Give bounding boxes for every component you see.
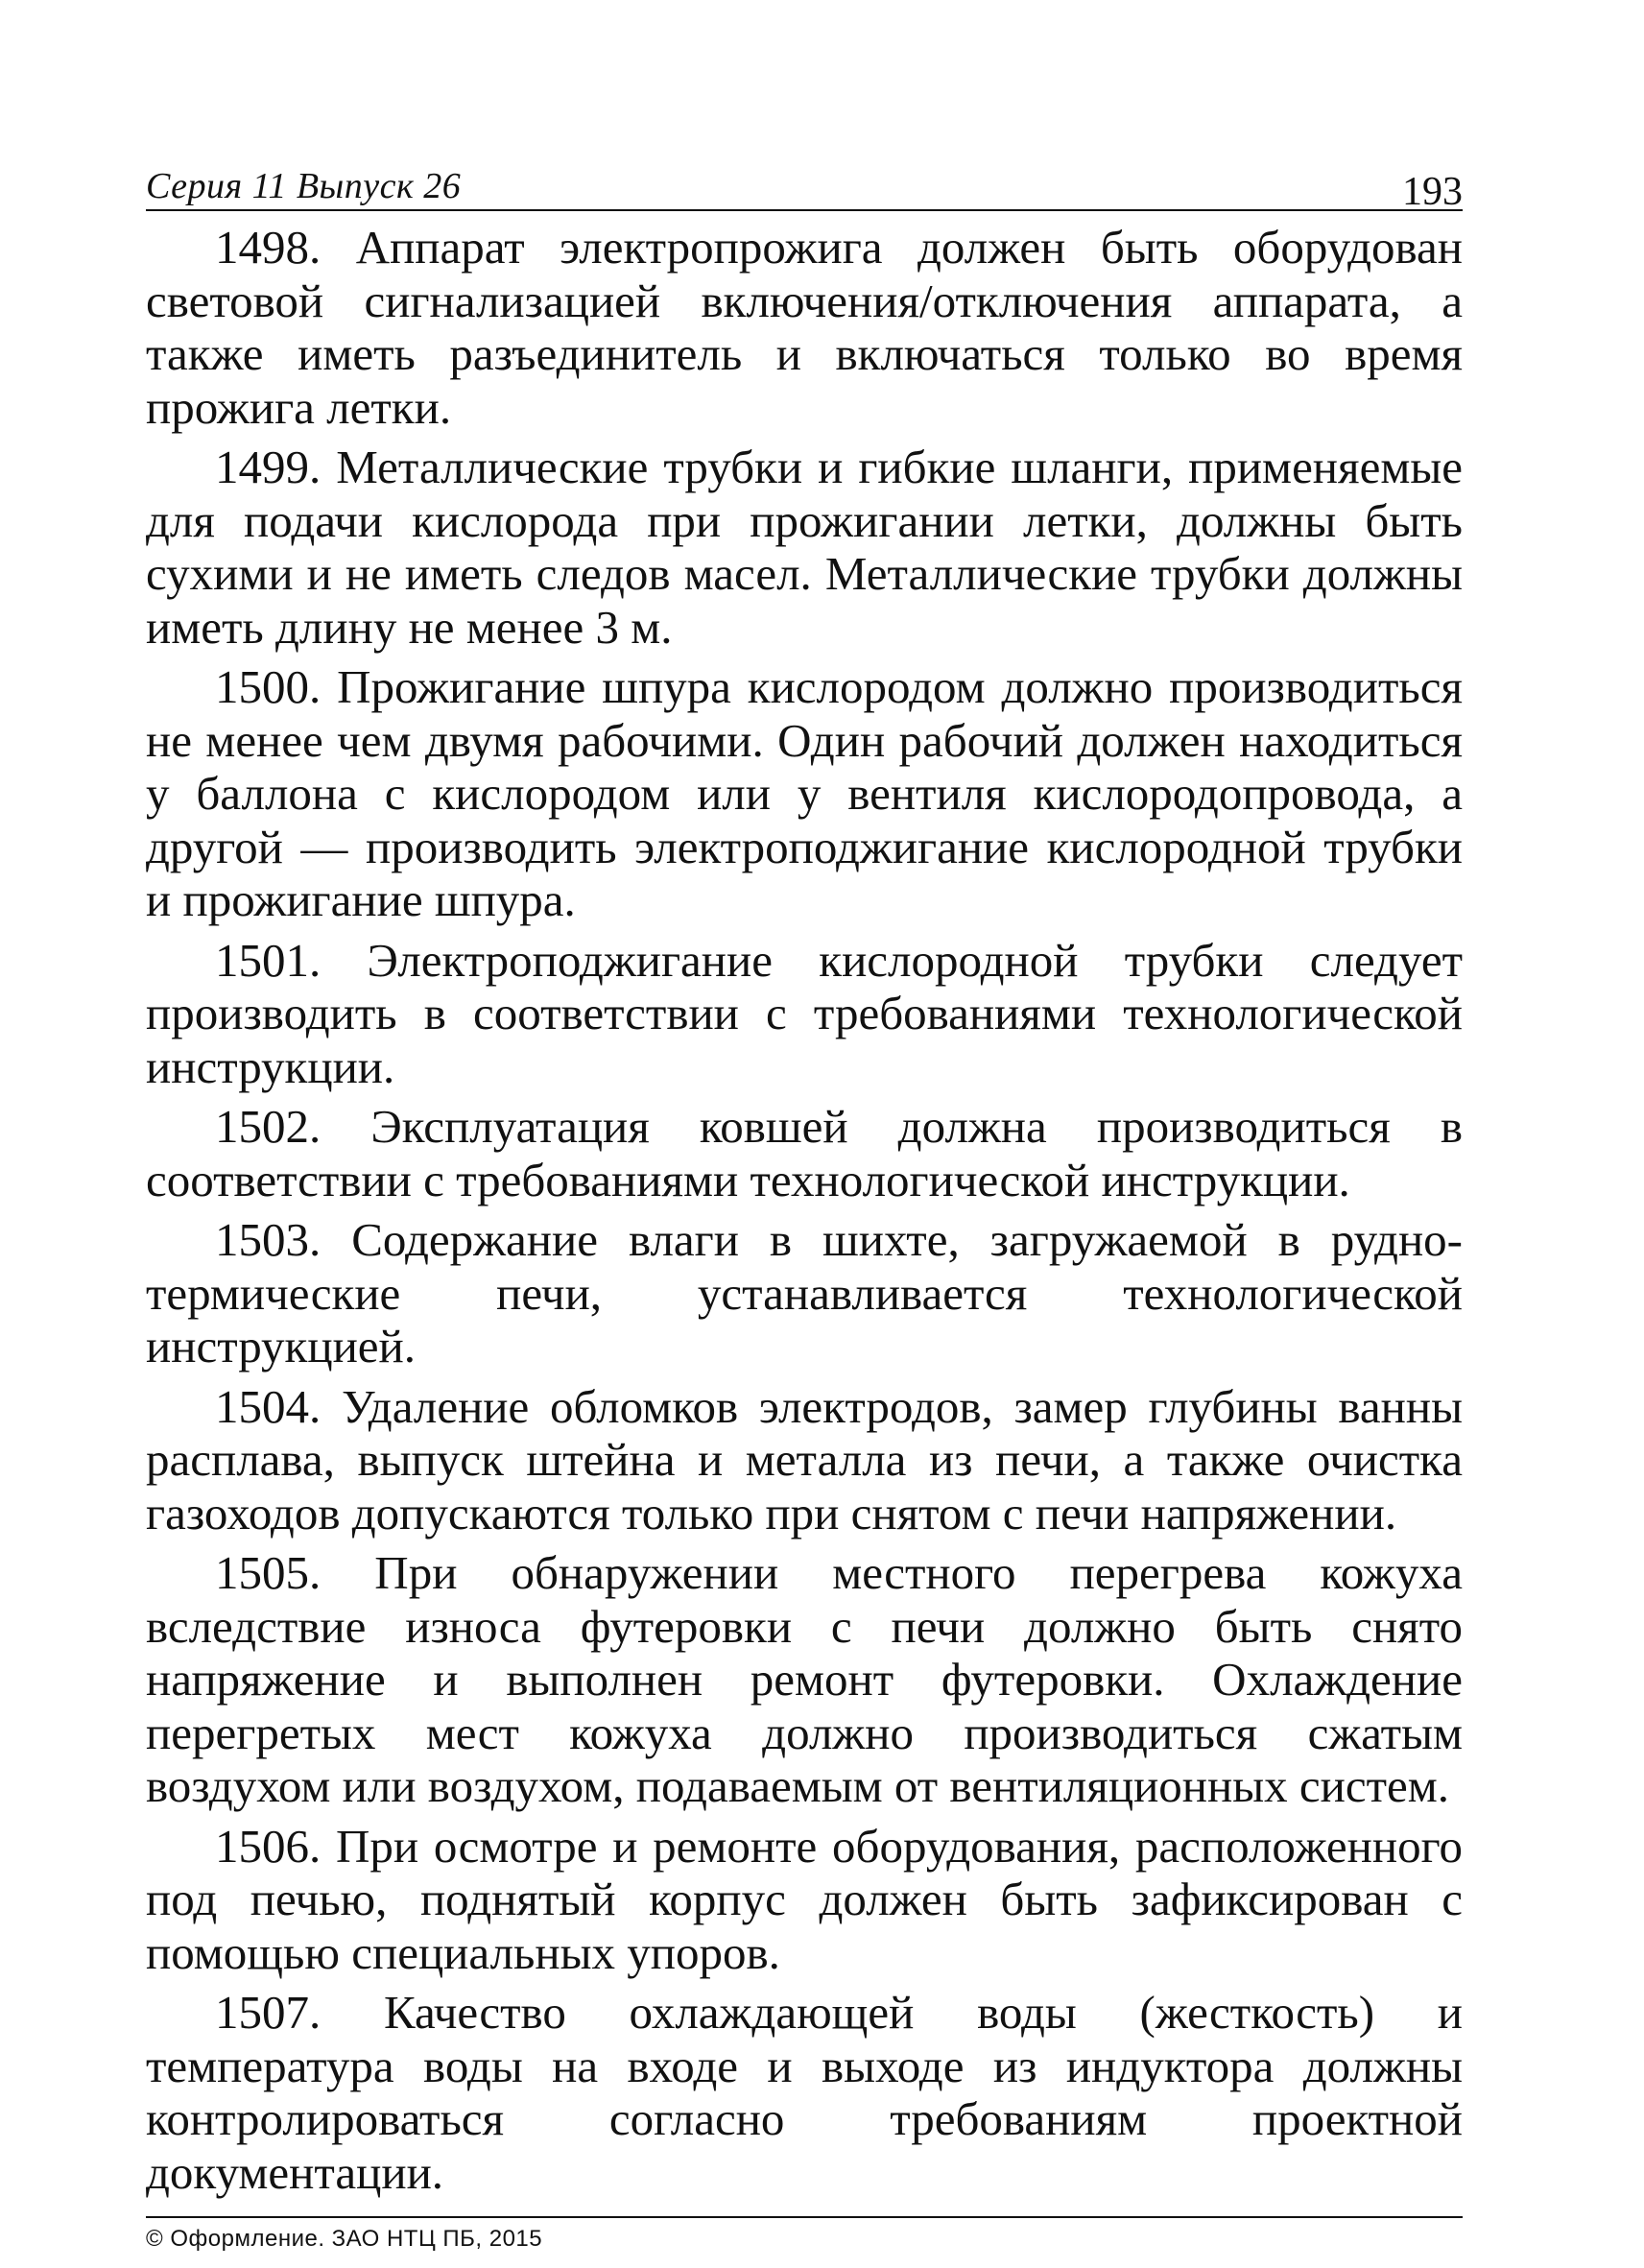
paragraph-1506: 1506. При осмотре и ремонте оборудования, расположенного под печью, поднятый корпус должен быть зафиксирован с помощью специальных упоров. [146,1819,1463,1979]
paragraph-1504: 1504. Удаление обломков электродов, замер глубины ванны расплава, выпуск штейна и металла из печи, а также очистка газоходов допускаются только при снятом с печи напряжении. [146,1379,1463,1540]
paragraph-1498: 1498. Аппарат электропрожига должен быть оборудован световой сигнализацией включения/отключения аппарата, а также иметь разъединитель и включаться только во время прожига летки. [146,221,1463,434]
document-page [146,152,1463,2253]
paragraph-1502: 1502. Эксплуатация ковшей должна производиться в соответствии с требованиями технологической инструкции. [146,1100,1463,1206]
copyright-notice: © Оформление. ЗАО НТЦ ПБ, 2015 [146,2226,543,2252]
paragraph-1505: 1505. При обнаружении местного перегрева кожуха вследствие износа футеровки с печи должно быть снято напряжение и выполнен ремонт футеровки. Охлаждение перегретых мест кожуха должно производиться сжатым воздухом или воздухом, подаваемым от вентиляционных систем. [146,1546,1463,1812]
body-text [146,221,1463,2199]
paragraph-1501: 1501. Электроподжигание кислородной трубки следует производить в соответствии с требованиями технологической инструкции. [146,933,1463,1093]
running-header [146,152,1463,214]
page-number: 193 [1402,170,1463,214]
series-title: Серия 11 Выпуск 26 [146,166,462,206]
paragraph-1500: 1500. Прожигание шпура кислородом должно производиться не менее чем двумя рабочими. Один рабочий должен находиться у баллона с кислородом или у вентиля кислородопровода, а другой — производить электроподжигание кислородной трубки и прожигание шпура. [146,660,1463,926]
paragraph-1507: 1507. Качество охлаждающей воды (жесткость) и температура воды на входе и выходе из индуктора должны контролироваться согласно требованиям проектной документации. [146,1986,1463,2199]
paragraph-1503: 1503. Содержание влаги в шихте, загружаемой в рудно-термические печи, устанавливается технологической инструкцией. [146,1213,1463,1373]
paragraph-1499: 1499. Металлические трубки и гибкие шланги, применяемые для подачи кислорода при прожигании летки, должны быть сухими и не иметь следов масел. Металлические трубки должны иметь длину не менее 3 м. [146,441,1463,654]
footer-divider [146,2216,1463,2218]
